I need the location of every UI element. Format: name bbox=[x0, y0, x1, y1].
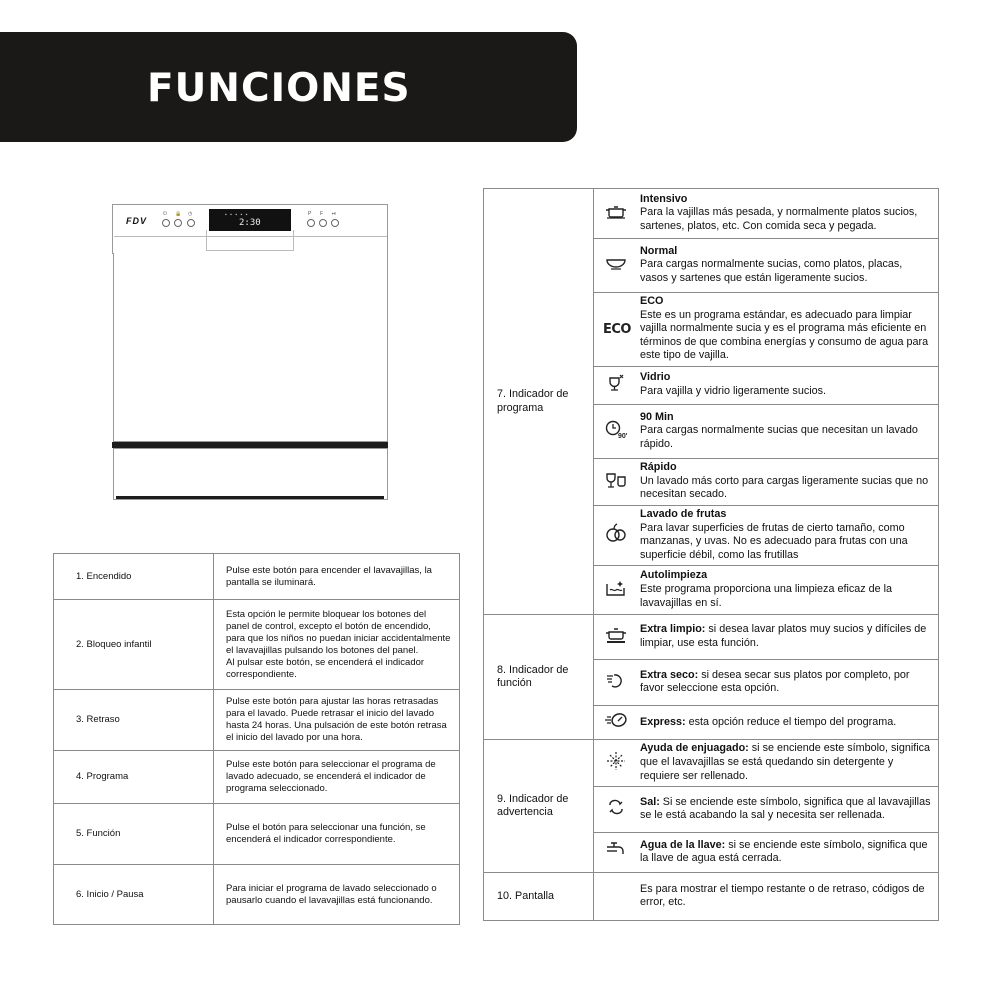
fruit-icon bbox=[603, 523, 629, 545]
extra-clean-icon bbox=[603, 626, 629, 648]
function-desc: esta opción reduce el tiempo del programa. bbox=[685, 715, 897, 728]
table-row bbox=[54, 690, 460, 751]
table-row bbox=[54, 865, 460, 925]
program-title: ECO bbox=[640, 295, 664, 308]
program-desc: Para cargas normalmente sucias que necesitan un lavado rápido. bbox=[640, 424, 918, 450]
program-desc: Para cargas normalmente sucias, como platos, placas, vasos y sartenes que están ligeramente sucios. bbox=[640, 258, 903, 284]
control-label: 2. Bloqueo infantil bbox=[54, 600, 214, 690]
glass-icon bbox=[603, 374, 629, 396]
control-desc-text: Esta opción le permite bloquear los botones del panel de control, excepto el botón de encendido, para que los niños no puedan iniciar accidentalmente el lavavajillas pulsando los botones del panel. bbox=[226, 608, 451, 656]
program-desc: Este programa proporciona una limpieza eficaz de la lavavajillas en sí. bbox=[640, 583, 893, 609]
table-row bbox=[54, 554, 460, 600]
base-foot bbox=[116, 496, 384, 499]
tap-icon bbox=[603, 841, 629, 863]
power-button bbox=[162, 219, 170, 227]
express-icon bbox=[603, 712, 629, 734]
child-lock-button bbox=[174, 219, 182, 227]
control-desc: Pulse este botón para ajustar las horas retrasadas para el lavado. Puede retrasar el inicio del lavado hasta 24 horas. Una pulsación de este botón retrasa el inicio del lavado por una hora. bbox=[214, 690, 460, 751]
function-desc: si desea lavar platos muy sucios y difíciles de limpiar, use esta función. bbox=[640, 623, 927, 649]
program-title: Lavado de frutas bbox=[640, 508, 727, 520]
control-desc-text: Al pulsar este botón, se encenderá el indicador correspondiente. bbox=[226, 656, 425, 680]
table-row bbox=[484, 189, 939, 239]
program-desc: Para vajilla y vidrio ligeramente sucios. bbox=[640, 385, 827, 397]
self-clean-icon bbox=[603, 579, 629, 601]
function-title: Extra seco: bbox=[640, 668, 699, 681]
indicator-group-label: 10. Pantalla bbox=[484, 873, 594, 921]
svg-text:90': 90' bbox=[618, 433, 627, 440]
program-label: P bbox=[308, 211, 312, 217]
table-row bbox=[54, 751, 460, 804]
warning-desc: si se enciende este símbolo, significa que la llave de agua está cerrada. bbox=[640, 838, 928, 865]
control-desc bbox=[214, 600, 460, 690]
extra-dry-icon bbox=[603, 672, 629, 694]
program-desc: Para la vajillas más pesada, y normalmente platos sucios, sartenes, platos, etc. Con comida seca y pegada. bbox=[640, 206, 918, 232]
warning-desc: Si se enciende este símbolo, significa que al lavavajillas se le está acabando la sal y necesita ser rellenada. bbox=[640, 795, 931, 822]
delay-icon: ◷ bbox=[188, 211, 193, 217]
function-title: Extra limpio: bbox=[640, 623, 706, 636]
indicator-group-label: 7. Indicador de programa bbox=[484, 189, 594, 615]
start-pause-icon: ⏯ bbox=[332, 211, 337, 217]
control-label: 3. Retraso bbox=[54, 690, 214, 751]
clock-90-icon bbox=[603, 419, 629, 441]
child-lock-icon: 🔒 bbox=[175, 211, 182, 217]
control-label: 5. Función bbox=[54, 804, 214, 865]
screen-desc: Es para mostrar el tiempo restante o de retraso, códigos de error, etc. bbox=[594, 873, 939, 921]
table-row bbox=[54, 600, 460, 690]
warning-title: Ayuda de enjuagado: bbox=[640, 742, 749, 755]
display-frame bbox=[206, 230, 294, 251]
table-row bbox=[484, 873, 939, 921]
door bbox=[113, 253, 388, 442]
controls-table bbox=[53, 553, 460, 925]
dishwasher-illustration bbox=[112, 204, 388, 500]
control-desc: Pulse este botón para seleccionar el programa de lavado adecuado, se encenderá el indicador de programa seleccionado. bbox=[214, 751, 460, 804]
program-title: 90 Min bbox=[640, 410, 674, 423]
warning-title: Sal: bbox=[640, 795, 660, 808]
eco-icon: ECO bbox=[603, 321, 631, 337]
program-desc: Para lavar superficies de frutas de cierto tamaño, como manzanas, y uvas. No es adecuado para frutas con una superficie débil, como las frutillas bbox=[640, 521, 908, 561]
bowl-icon bbox=[603, 255, 629, 277]
brand-logo: FDV bbox=[126, 216, 147, 226]
indicators-table bbox=[483, 188, 939, 921]
table-row bbox=[484, 615, 939, 660]
program-title: Rápido bbox=[640, 461, 677, 474]
power-icon: ⏻ bbox=[163, 211, 167, 217]
program-title: Intensivo bbox=[640, 192, 688, 205]
control-label: 1. Encendido bbox=[54, 554, 214, 600]
function-title: Express: bbox=[640, 715, 686, 728]
control-label: 6. Inicio / Pausa bbox=[54, 865, 214, 925]
program-title: Autolimpieza bbox=[640, 569, 708, 582]
rinse-aid-icon bbox=[603, 751, 629, 773]
display-indicator-icons: ▪ ▪ ▪ ▪ ▪ bbox=[225, 212, 249, 218]
program-button bbox=[307, 219, 315, 227]
delay-button bbox=[187, 219, 195, 227]
control-label: 4. Programa bbox=[54, 751, 214, 804]
control-desc: Para iniciar el programa de lavado seleccionado o pausarlo cuando el lavavajillas está funcionando. bbox=[214, 865, 460, 925]
salt-icon bbox=[603, 798, 629, 820]
base-panel bbox=[113, 448, 388, 500]
pot-icon bbox=[603, 203, 629, 225]
table-row bbox=[484, 740, 939, 787]
function-button bbox=[319, 219, 327, 227]
program-title: Normal bbox=[640, 244, 678, 257]
indicator-group-label: 9. Indicador de advertencia bbox=[484, 740, 594, 873]
control-desc: Pulse este botón para encender el lavavajillas, la pantalla se iluminará. bbox=[214, 554, 460, 600]
display-time: 2:30 bbox=[239, 218, 261, 228]
program-title: Vidrio bbox=[640, 371, 671, 384]
function-desc: si desea secar sus platos por completo, por favor seleccione esta opción. bbox=[640, 668, 910, 695]
program-desc: Un lavado más corto para cargas ligeramente sucias que no necesitan secado. bbox=[640, 474, 929, 501]
quick-icon bbox=[603, 471, 629, 493]
control-desc: Pulse el botón para seleccionar una función, se encenderá el indicador correspondiente. bbox=[214, 804, 460, 865]
program-desc: Este es un programa estándar, es adecuado para limpiar vajilla normalmente sucia y es el programa más eficiente en términos de que combina energías y consumo de agua para este tipo de vajilla. bbox=[640, 308, 929, 362]
indicator-group-label: 8. Indicador de función bbox=[484, 615, 594, 740]
function-label: F bbox=[320, 211, 324, 217]
start-pause-button bbox=[331, 219, 339, 227]
warning-title: Agua de la llave: bbox=[640, 838, 726, 851]
table-row bbox=[54, 804, 460, 865]
warning-desc: si se enciende este símbolo, significa que el lavavajillas se está quedando sin detergente y requiere ser rellenado. bbox=[640, 742, 931, 782]
display-screen bbox=[209, 209, 291, 231]
page-title: FUNCIONES bbox=[147, 66, 411, 111]
